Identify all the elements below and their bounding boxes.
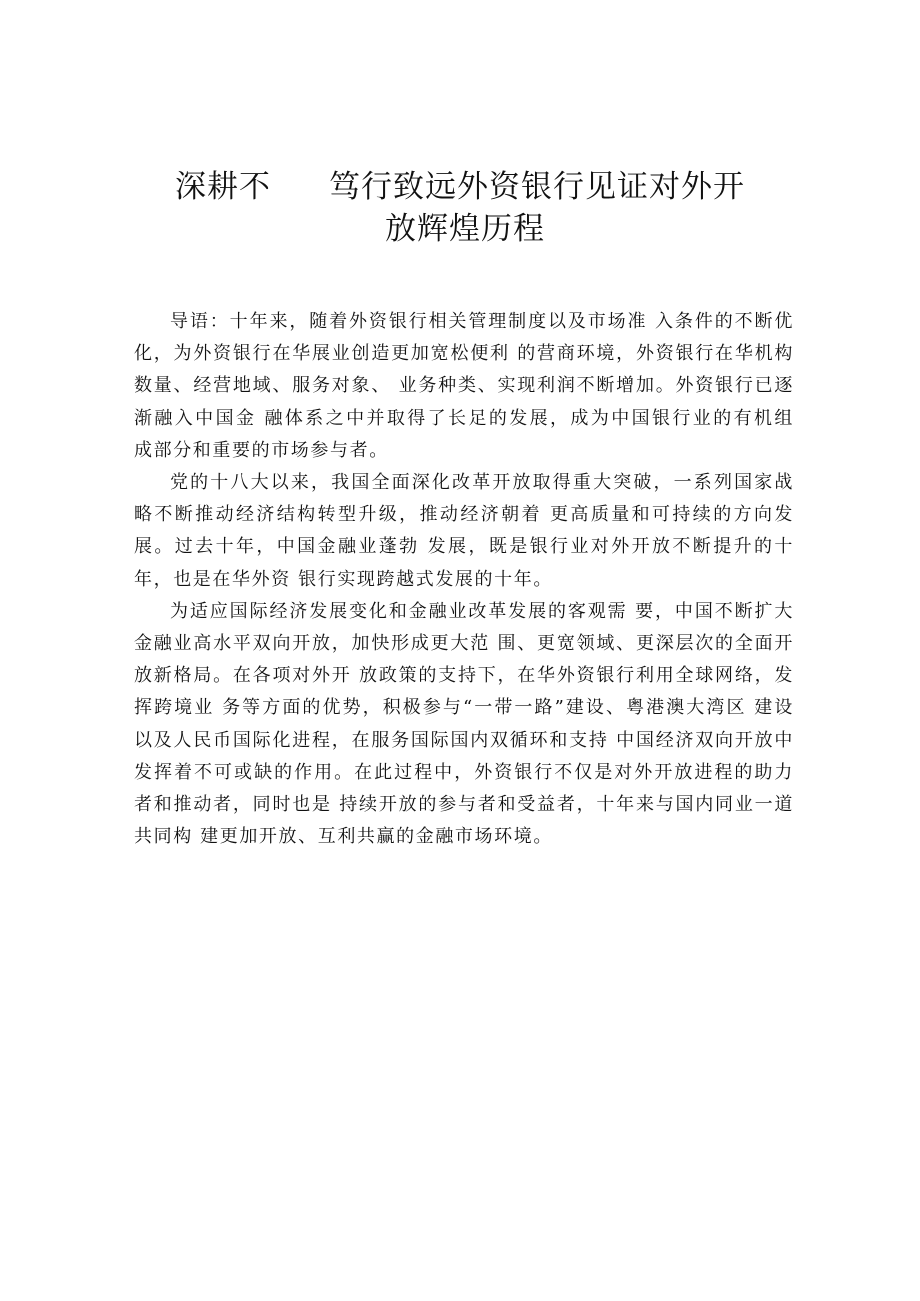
paragraph-2: 党的十八大以来，我国全面深化改革开放取得重大突破，一系列国家战略不断推动经济结构转型升级，推动经济朝着 更高质量和可持续的方向发展。过去十年，中国金融业蓬勃 发展，既是银行业对外开放不断提升的十年，也是在华外资 银行实现跨越式发展的十年。 [134,472,794,590]
document-body [134,306,794,853]
title-line-1-part-1: 深耕不 [175,169,271,205]
title-line-1 [0,168,920,206]
paragraph-3: 为适应国际经济发展变化和金融业改革发展的客观需 要，中国不断扩大金融业高水平双向开放，加快形成更大范 围、更宽领域、更深层次的全面开放新格局。在各项对外开 放政策的支持下，在华外资银行利用全球网络，发挥跨境业 务等方面的优势，积极参与“一带一路”建设、粤港澳大湾区 建设以及人民币国际化进程，在服务国际国内双循环和支持 中国经济双向开放中发挥着不可或缺的作用。在此过程中，外资银行不仅是对外开放进程的助力者和推动者，同时也是 持续开放的参与者和受益者，十年来与国内同业一道共同构 建更加开放、互利共赢的金融市场环境。 [134,600,794,848]
paragraph-intro: 导语：十年来，随着外资银行相关管理制度以及市场准 入条件的不断优化，为外资银行在华展业创造更加宽松便利 的营商环境，外资银行在华机构数量、经营地域、服务对象、 业务种类、实现利润不断增加。外资银行已逐渐融入中国金 融体系之中并取得了长足的发展，成为中国银行业的有机组 成部分和重要的市场参与者。 [134,311,794,461]
title-line-2: 放辉煌历程 [385,211,545,247]
document-title [0,168,920,248]
title-line-1-part-2: 笃行致远外资银行见证对外开 [329,169,745,205]
